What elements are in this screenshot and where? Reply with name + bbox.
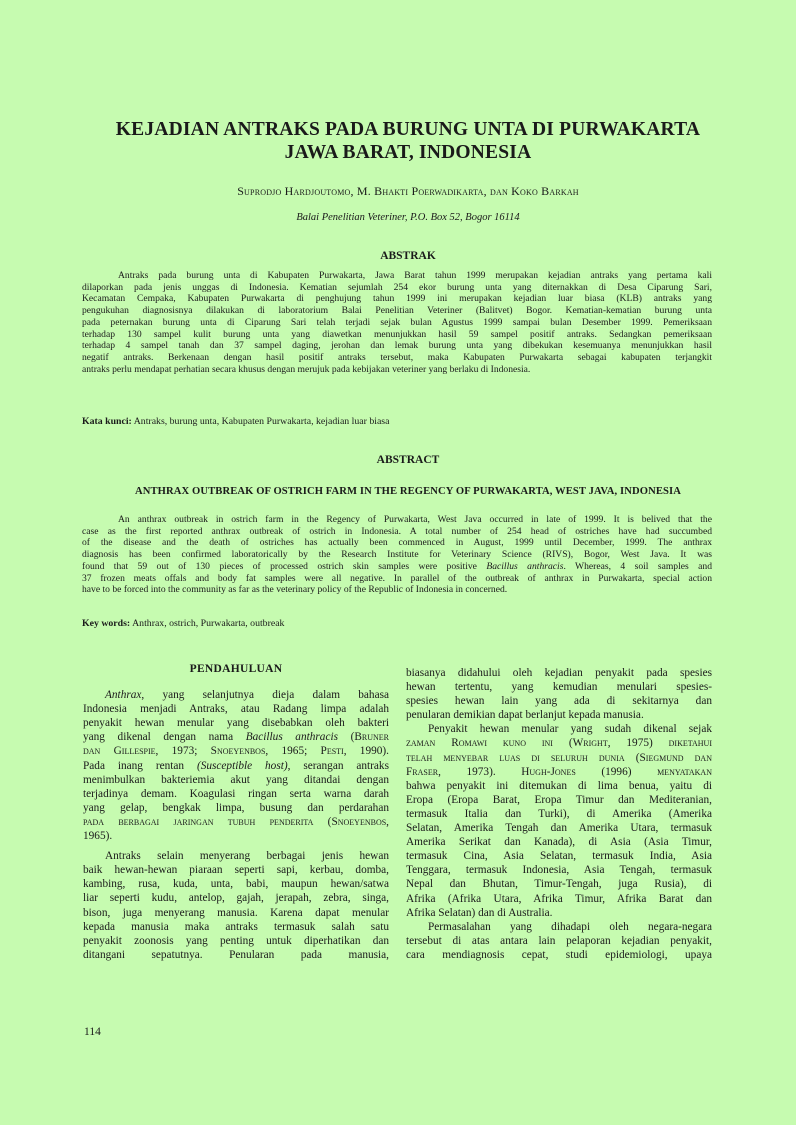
page-number: 114 [84,1026,101,1038]
kata-kunci: Kata kunci: Antraks, burung unta, Kabupaten Purwakarta, kejadian luar biasa [82,416,390,427]
abstract-heading: ABSTRACT [376,454,440,466]
section-heading-pendahuluan: PENDAHULUAN [189,663,283,675]
body-column-right: biasanya didahului oleh kejadian penyakit pada spesies hewan tertentu, yang kemudian menulari spesies- spesies hewan lain yang ada di sekitarnya dan penularan demikian dapat berlanjut kepada manusia. Penyakit hewan menular yang sudah dikenal sejak zaman Romawi kuno ini (Wright, 1975) diketahui telah menyebar luas di seluruh dunia (Siegmund dan Fraser, 1973). Hugh-Jones (1996) menyatakan bahwa penyakit ini ditemukan di lima benua, yaitu di Eropa (Eropa Barat, Eropa Timur dan Mediteranian, termasuk Italia dan Turki), di Amerika (Amerika Selatan, Amerika Tengah dan Amerika Utara, termasuk Amerika Serikat dan Kanada), di Asia (Asia Timur, termasuk Cina, Asia Selatan, termasuk India, Asia Tenggara, termasuk Indonesia, Asia Tengah, termasuk Nepal dan Bhutan, Timur-Tengah, juga Rusia), di Afrika (Afrika Utara, Afrika Timur, Afrika Barat dan Afrika Selatan) dan di Australia. Permasalahan yang dihadapi oleh negara-negara tersebut di atas antara lain pelaporan kejadian penyakit, cara mendiagnosis cepat, studi epidemiologi, upaya [406,667,712,961]
key-words: Key words: Anthrax, ostrich, Purwakarta, outbreak [82,618,285,629]
affiliation: Balai Penelitian Veteriner, P.O. Box 52, Bogor 16114 [296,212,520,223]
author-list: Suprodjo Hardjoutomo, M. Bhakti Poerwadikarta, dan Koko Barkah [237,184,579,198]
abstrak-heading: ABSTRAK [380,250,436,262]
abstract-paragraph: An anthrax outbreak in ostrich farm in the Regency of Purwakarta, West Java occurred in late of 1999. It is belived that the case as the first reported anthrax outbreak of ostrich in Indonesia. A total number of 254 head of ostriches have had succumbed of the disease and the death of ostriches has actually been commenced in August, 1999 until December, 1999. The anthrax diagnosis has been confirmed laboratorically by the Research Institute for Veterinary Science (RIVS), Bogor, West Java. It was found that 59 out of 130 pieces of processed ostrich skin samples were positive Bacillus anthracis. Whereas, 4 soil samples and 37 frozen meats offals and body fat samples were all negative. In parallel of the outbreak of anthrax in Purwakarta, special action have to be forced into the community as far as the veterinary policy of the Republic of Indonesia in concerned. [82,514,713,596]
body-column-left: PENDAHULUAN Anthrax, yang selanjutnya dieja dalam bahasa Indonesia menjadi Antraks, atau Radang limpa adalah penyakit hewan menular yang disebabkan oleh bakteri yang dikenal dengan nama Bacillus anthracis (Bruner dan Gillespie, 1973; Snoeyenbos, 1965; Pesti, 1990). Pada inang rentan (Susceptible host), serangan antraks menimbulkan bakteriemia akut yang ditandai dengan terjadinya demam. Koagulasi ringan serta warna darah yang gelap, bengkak limpa, busung dan perdarahan pada berbagai jaringan tubuh penderita (Snoeyenbos, 1965). Antraks selain menyerang berbagai jenis hewan baik hewan-hewan piaraan seperti sapi, kerbau, domba, kambing, rusa, kuda, unta, babi, maupun hewan/satwa liar seperti kudu, antelop, gajah, jerapah, zebra, singa, bison, juga menyerang manusia. Karena dapat menular kepada manusia maka antraks termasuk salah satu penyakit zoonosis yang penting untuk diperhatikan dan ditangani sepatutnya. Penularan pada manusia, [83,663,390,961]
abstrak-paragraph: Antraks pada burung unta di Kabupaten Purwakarta, Jawa Barat tahun 1999 merupakan kejadian antraks yang pertama kali dilaporkan pada jenis unggas di Indonesia. Kematian sejumlah 254 ekor burung unta yang diternakkan di Desa Ciparung Sari, Kecamatan Cempaka, Kabupaten Purwakarta di penghujung tahun 1999 ini merupakan kejadian luar biasa (KLB) antraks yang pengukuhan diagnosisnya dilakukan di laboratorium Balai Penelitian Veteriner (Balitvet) Bogor. Kematian-kematian burung unta pada peternakan burung unta di Ciparung Sari telah terjadi sejak bulan Agustus 1999 sampai bulan Desember 1999. Pemeriksaan terhadap 130 sampel kulit burung unta yang diawetkan menunjukkan hasil 59 sampel positif antraks. Sedangkan pemeriksaan terhadap 4 sampel tanah dan 37 sampel daging, jerohan dan lemak burung unta yang dibekukan kesemuanya menunjukkan hasil negatif antraks. Berkenaan dengan hasil positif antraks tersebut, maka Kabupaten Purwakarta sebagai kabupaten terjangkit antraks perlu mendapat perhatian secara khusus dengan merujuk pada kebijakan veteriner yang berlaku di Indonesia. [82,270,712,375]
english-title: ANTHRAX OUTBREAK OF OSTRICH FARM IN THE REGENCY OF PURWAKARTA, WEST JAVA, INDONESIA [135,486,681,497]
article-title: KEJADIAN ANTRAKS PADA BURUNG UNTA DI PURWAKARTA JAWA BARAT, INDONESIA [115,119,701,163]
